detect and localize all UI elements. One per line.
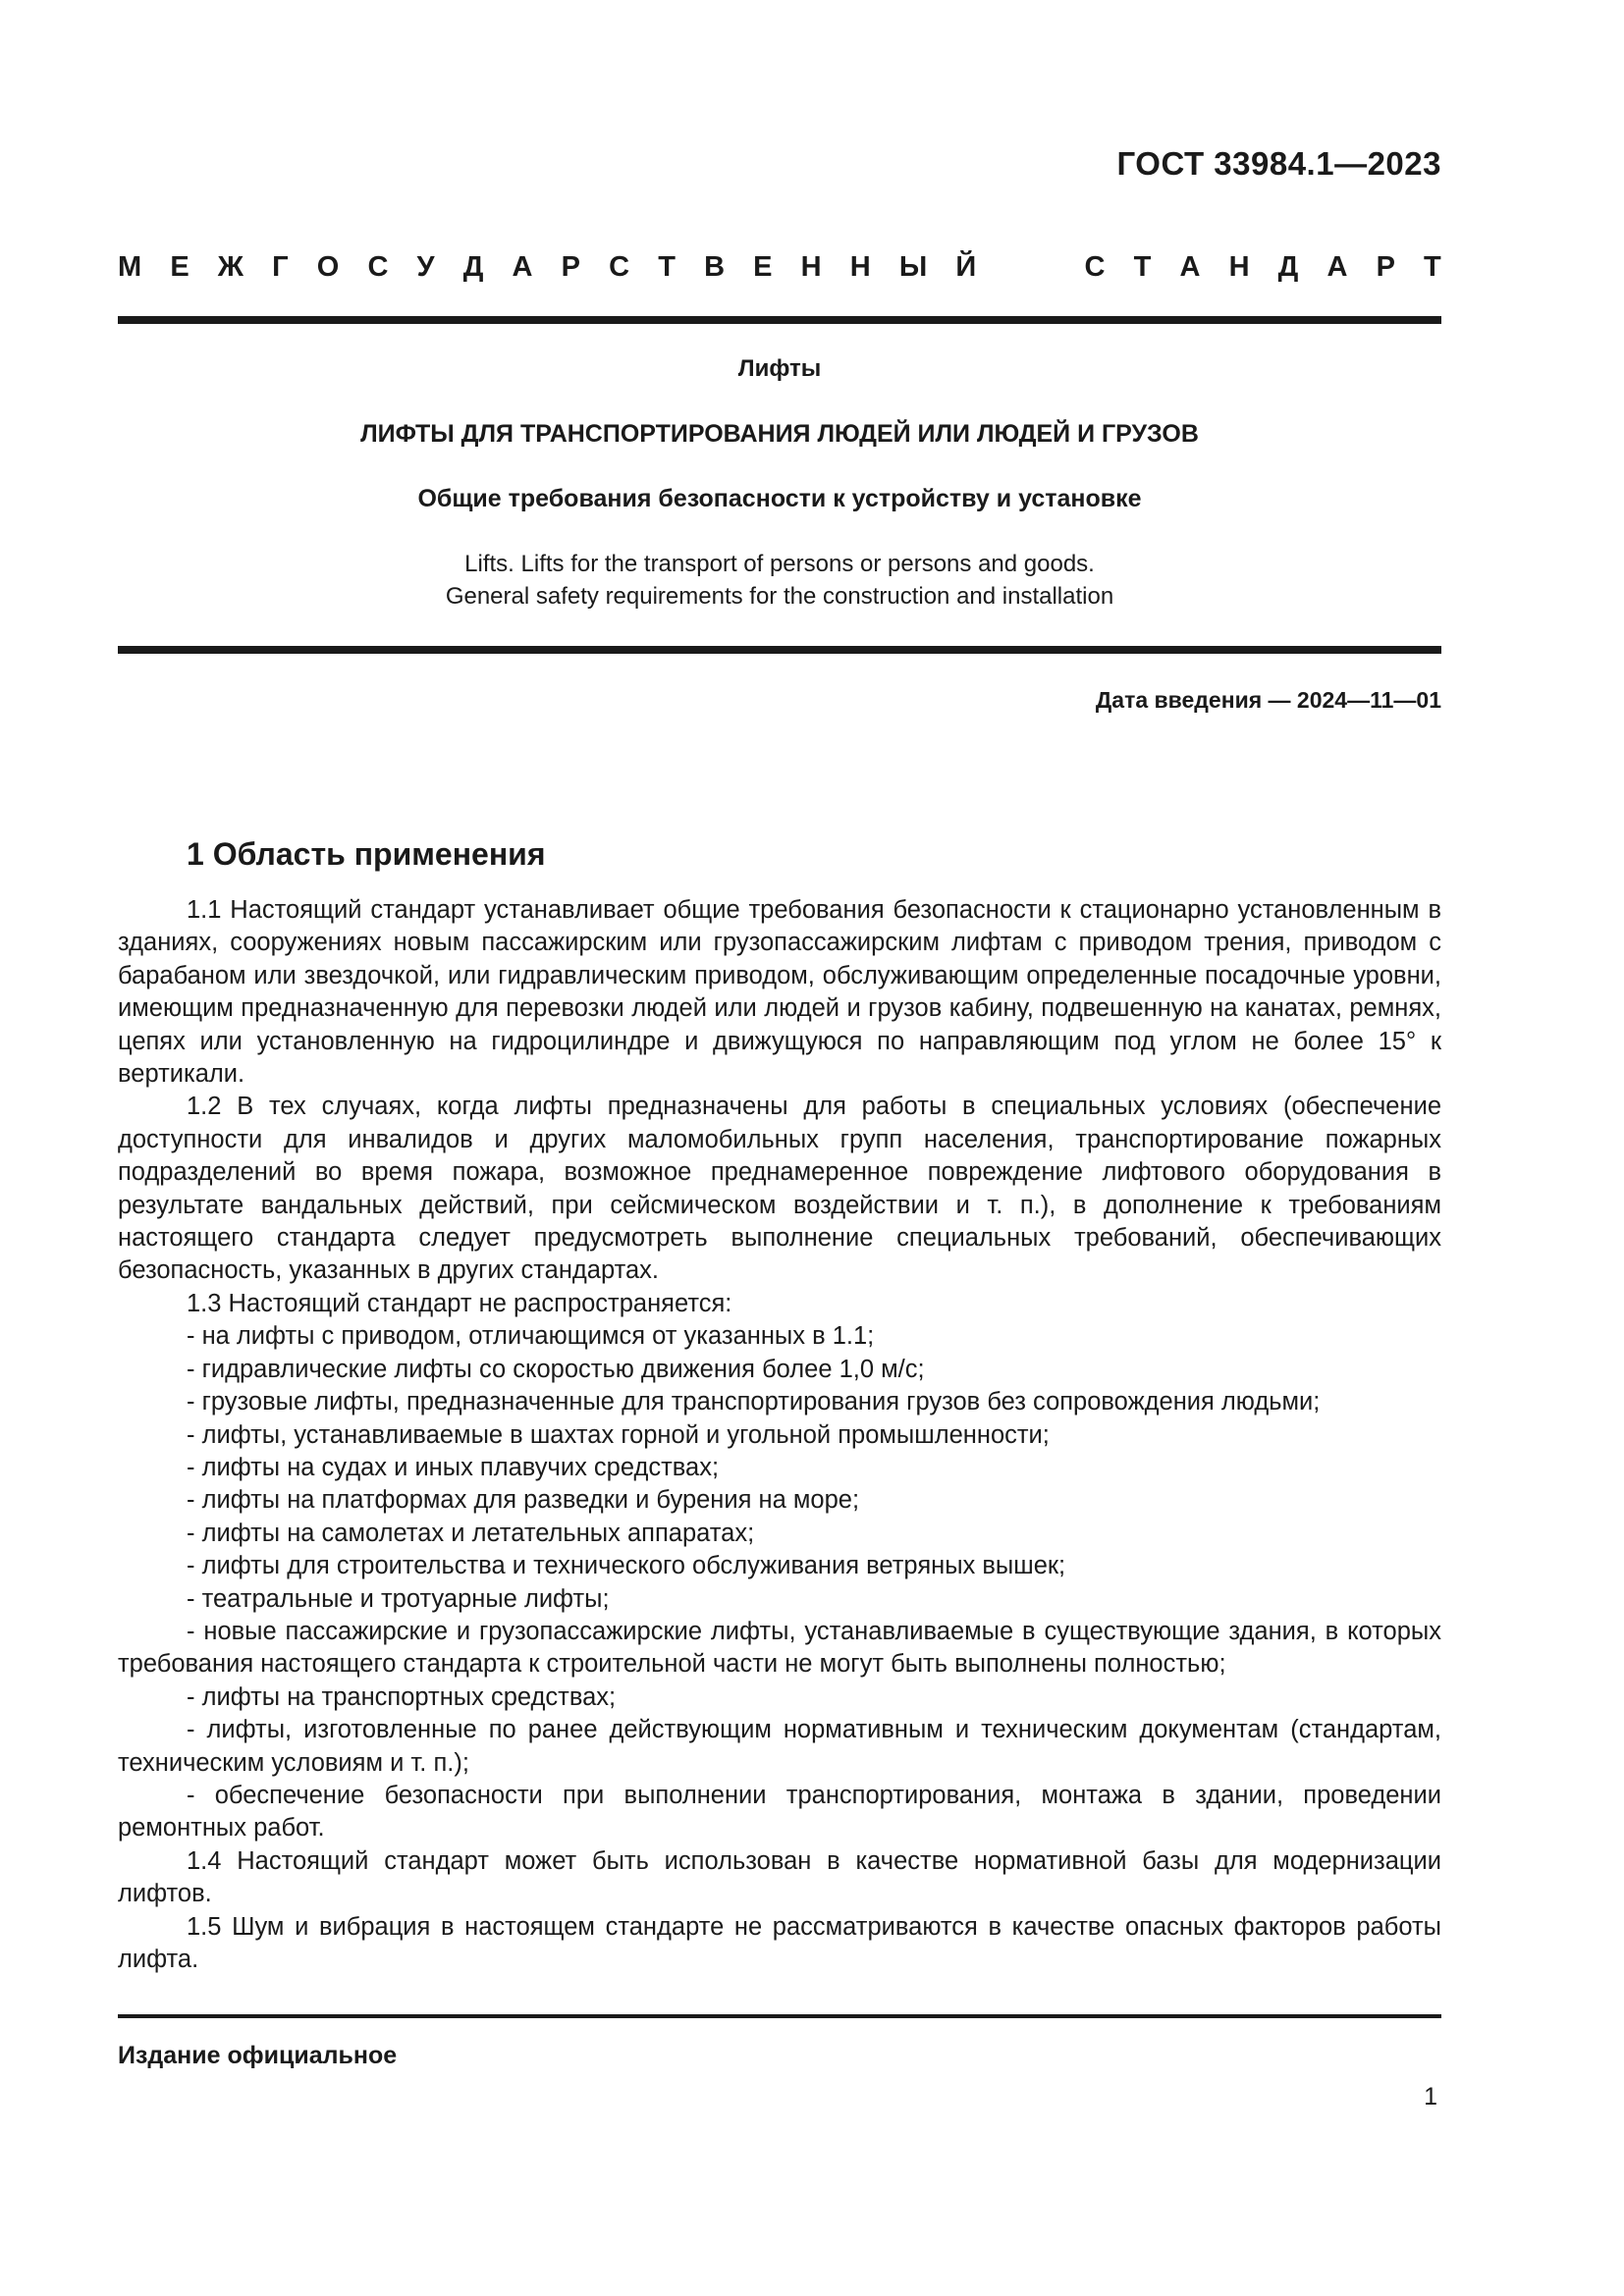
- banner-letter: А: [1326, 251, 1348, 283]
- banner-letter: Т: [1133, 251, 1152, 283]
- banner-letter: Р: [561, 251, 580, 283]
- title-sub: Общие требования безопасности к устройству и установке: [417, 485, 1142, 512]
- list-item: - на лифты с приводом, отличающимся от указанных в 1.1;: [187, 1322, 875, 1351]
- banner-letter: Г: [272, 251, 289, 283]
- list-item-old-documents: - лифты, изготовленные по ранее действующим нормативным и техническим документам (стандартам, техническим условиям и т. п.);: [118, 1716, 1441, 1777]
- list-item: - лифты на платформах для разведки и бурения на море;: [187, 1486, 860, 1515]
- banner-letter: Н: [849, 251, 871, 283]
- list-item: - театральные и тротуарные лифты;: [187, 1584, 610, 1613]
- list-item-safety-works: - обеспечение безопасности при выполнении транспортирования, монтажа в здании, проведении ремонтных работ.: [118, 1781, 1441, 1842]
- banner-letter: Т: [1424, 251, 1441, 283]
- banner-letter: Р: [1376, 251, 1395, 283]
- banner-letter: Д: [462, 251, 484, 283]
- banner-letter: С: [1084, 251, 1106, 283]
- top-divider: [118, 316, 1441, 324]
- title-group: Лифты: [737, 355, 822, 382]
- paragraph-1-1: 1.1 Настоящий стандарт устанавливает общие требования безопасности к стационарно установленным в зданиях, сооружениях новым пассажирским или грузопассажирским лифтам с приводом трения, приводом с барабаном или звездочкой, или гидравлическим приводом, обслуживающим определенные посадочные уровни, имеющим предназначенную для перевозки людей или людей и грузов кабину, подвешенную на канатах, ремнях, цепях или установленную на гидроцилиндре и движущуюся по направляющим под углом не более 15° к вертикали.: [118, 896, 1441, 1089]
- list-item-transport: - лифты на транспортных средствах;: [187, 1682, 617, 1711]
- title-main: ЛИФТЫ ДЛЯ ТРАНСПОРТИРОВАНИЯ ЛЮДЕЙ ИЛИ ЛЮДЕЙ И ГРУЗОВ: [360, 420, 1199, 448]
- banner-letter: Т: [658, 251, 676, 283]
- paragraph-1-4: 1.4 Настоящий стандарт может быть использован в качестве нормативной базы для модернизации лифтов.: [118, 1846, 1441, 1908]
- paragraph-1-5: 1.5 Шум и вибрация в настоящем стандарте не рассматриваются в качестве опасных факторов работы лифта.: [118, 1912, 1441, 1973]
- standard-type-banner: [118, 251, 1441, 284]
- banner-letter: У: [416, 251, 435, 283]
- title-english: [118, 548, 1441, 613]
- footer-divider: [118, 2014, 1441, 2018]
- edition-label: Издание официальное: [118, 2042, 398, 2069]
- page-number: 1: [1424, 2083, 1437, 2110]
- introduction-date: Дата введения — 2024—11—01: [1095, 687, 1441, 713]
- banner-letter: А: [1179, 251, 1201, 283]
- middle-divider: [118, 646, 1441, 654]
- banner-letter: Н: [800, 251, 822, 283]
- section-body: [118, 894, 1441, 1976]
- document-number: ГОСТ 33984.1—2023: [1116, 145, 1441, 182]
- banner-letter: Е: [170, 251, 189, 283]
- banner-word-gap: [1004, 251, 1056, 284]
- list-item: - лифты на судах и иных плавучих средствах;: [187, 1453, 720, 1481]
- banner-letter: Н: [1228, 251, 1250, 283]
- section-heading: 1 Область применения: [187, 836, 546, 872]
- banner-letter: Й: [955, 251, 977, 283]
- list-item: - лифты для строительства и технического обслуживания ветряных вышек;: [187, 1552, 1066, 1580]
- title-english-line-1: Lifts. Lifts for the transport of persons or persons and goods.: [464, 551, 1095, 577]
- banner-letter: С: [609, 251, 630, 283]
- banner-letter: С: [367, 251, 389, 283]
- list-item: - лифты на самолетах и летательных аппаратах;: [187, 1519, 755, 1547]
- list-item: - лифты, устанавливаемые в шахтах горной и угольной промышленности;: [187, 1420, 1050, 1449]
- paragraph-1-3: 1.3 Настоящий стандарт не распространяется:: [187, 1289, 732, 1317]
- banner-letter: Е: [753, 251, 773, 283]
- list-item-existing-buildings: - новые пассажирские и грузопассажирские лифты, устанавливаемые в существующие здания, в которых требования настоящего стандарта к строительной части не могут быть выполнены полностью;: [118, 1617, 1441, 1679]
- banner-letter: Ж: [217, 251, 244, 283]
- list-item: - гидравлические лифты со скоростью движения более 1,0 м/с;: [187, 1355, 925, 1383]
- banner-letter: В: [704, 251, 726, 283]
- banner-letter: М: [118, 251, 142, 283]
- banner-letter: Ы: [898, 251, 928, 283]
- banner-letter: Д: [1277, 251, 1299, 283]
- title-english-line-2: General safety requirements for the construction and installation: [445, 583, 1114, 610]
- banner-letter: А: [512, 251, 533, 283]
- list-item: - грузовые лифты, предназначенные для транспортирования грузов без сопровождения людьми;: [187, 1388, 1321, 1416]
- paragraph-1-2: 1.2 В тех случаях, когда лифты предназначены для работы в специальных условиях (обеспечение доступности для инвалидов и других маломобильных групп населения, транспортирование пожарных подразделений во время пожара, возможное преднамеренное повреждение лифтового оборудования в результате вандальных действий, при сейсмическом воздействии и т. п.), в дополнение к требованиям настоящего стандарта следует предусмотреть выполнение специальных требований, обеспечивающих безопасность, указанных в других стандартах.: [118, 1093, 1441, 1285]
- banner-letter: О: [316, 251, 340, 283]
